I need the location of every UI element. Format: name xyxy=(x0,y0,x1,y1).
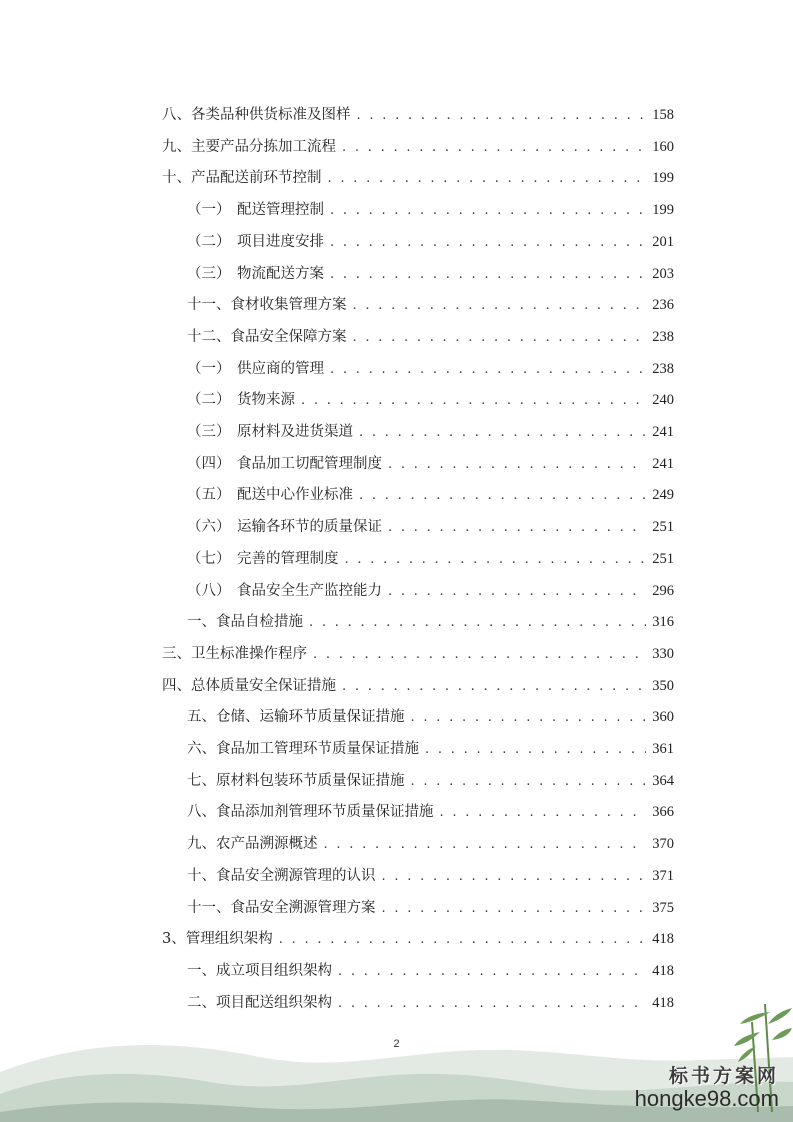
toc-entry[interactable] xyxy=(187,452,674,474)
toc-entry-page: 366 xyxy=(652,804,674,821)
toc-entry-number: （三） xyxy=(187,265,231,282)
toc-entry-label: 3、管理组织架构 xyxy=(162,931,273,948)
toc-entry-label: 完善的管理制度 xyxy=(237,550,339,567)
toc-entry-title xyxy=(187,420,353,441)
toc-entry-number: （五） xyxy=(187,487,231,504)
dot-leader xyxy=(411,774,647,789)
toc-entry-page: 238 xyxy=(652,328,674,345)
toc-entry-label: 供应商的管理 xyxy=(237,360,324,377)
toc-entry[interactable] xyxy=(187,800,674,822)
toc-entry-title xyxy=(162,135,336,156)
toc-entry-title xyxy=(187,357,324,378)
toc-entry[interactable] xyxy=(187,579,674,601)
dot-leader xyxy=(388,584,646,599)
toc-entry[interactable] xyxy=(162,135,674,157)
dot-leader xyxy=(328,171,647,186)
dot-leader xyxy=(342,140,646,155)
toc-entry-page: 203 xyxy=(652,265,674,282)
toc-entry-label: 十、食品安全溯源管理的认识 xyxy=(187,867,376,884)
toc-entry-title xyxy=(187,959,332,980)
toc-entry-title xyxy=(187,388,295,409)
dot-leader xyxy=(301,393,646,408)
toc-entry-page: 238 xyxy=(652,360,674,377)
dot-leader xyxy=(338,964,646,979)
toc-entry-page: 330 xyxy=(652,645,674,662)
toc-entry[interactable] xyxy=(187,864,674,886)
toc-entry-label: 十一、食品安全溯源管理方案 xyxy=(187,899,376,916)
toc-entry[interactable] xyxy=(187,705,674,727)
toc-entry[interactable] xyxy=(187,357,674,379)
dot-leader xyxy=(345,552,647,567)
toc-entry-title xyxy=(162,927,273,948)
toc-entry-label: 九、主要产品分拣加工流程 xyxy=(162,138,336,155)
dot-leader xyxy=(353,298,647,313)
toc-entry-page: 241 xyxy=(652,455,674,472)
watermark xyxy=(635,1061,779,1112)
toc-entry-label: 物流配送方案 xyxy=(237,265,324,282)
toc-entry-page: 241 xyxy=(652,424,674,440)
toc-entry[interactable] xyxy=(187,832,674,854)
toc-entry-number: （三） xyxy=(187,424,231,440)
toc-entry[interactable] xyxy=(162,103,674,125)
toc-entry-page: 375 xyxy=(652,899,674,916)
toc-entry[interactable] xyxy=(187,420,674,442)
toc-entry-number: （一） xyxy=(187,202,231,219)
toc-entry-page: 160 xyxy=(652,138,674,155)
toc-entry-label: 四、总体质量安全保证措施 xyxy=(162,677,336,694)
toc-entry[interactable] xyxy=(187,515,674,537)
toc-entry-page: 296 xyxy=(652,582,674,599)
toc-entry-page: 236 xyxy=(652,297,674,314)
toc-entry-label: 七、原材料包装环节质量保证措施 xyxy=(187,772,405,789)
toc-entry[interactable] xyxy=(162,642,674,664)
dot-leader xyxy=(309,615,646,630)
toc-entry-title xyxy=(187,547,339,568)
toc-entry-title xyxy=(187,452,382,473)
dot-leader xyxy=(353,330,647,345)
toc-entry-label: 三、卫生标准操作程序 xyxy=(162,645,307,662)
toc-entry-page: 201 xyxy=(652,233,674,250)
dot-leader xyxy=(330,362,646,377)
dot-leader xyxy=(359,488,646,503)
toc-entry[interactable] xyxy=(187,547,674,569)
toc-entry-title xyxy=(187,198,324,219)
toc-entry-page: 370 xyxy=(652,836,674,853)
toc-entry-label: 十、产品配送前环节控制 xyxy=(162,170,322,187)
toc-entry-page: 158 xyxy=(652,107,674,123)
toc-entry-page: 240 xyxy=(652,392,674,409)
dot-leader xyxy=(342,679,646,694)
toc-entry-title xyxy=(162,166,322,187)
toc-entry-title xyxy=(187,896,376,917)
dot-leader xyxy=(330,267,646,282)
toc-entry-page: 364 xyxy=(652,772,674,789)
toc-entry[interactable] xyxy=(187,230,674,252)
toc-entry-label: 二、项目配送组织架构 xyxy=(187,994,332,1011)
toc-entry-number: （八） xyxy=(187,582,231,599)
dot-leader xyxy=(382,869,647,884)
toc-entry-title xyxy=(187,230,324,251)
toc-entry-title xyxy=(162,674,336,695)
toc-entry[interactable] xyxy=(187,896,674,918)
toc-entry-title xyxy=(187,832,318,853)
toc-entry-label: 配送管理控制 xyxy=(237,202,324,219)
dot-leader xyxy=(330,203,646,218)
dot-leader xyxy=(440,805,647,820)
toc-entry[interactable] xyxy=(187,325,674,347)
toc-entry-page: 199 xyxy=(652,170,674,187)
dot-leader xyxy=(382,901,647,916)
toc-entry-number: （六） xyxy=(187,519,231,536)
dot-leader xyxy=(388,457,646,472)
toc-entry-page: 350 xyxy=(652,677,674,694)
toc-entry-title xyxy=(187,483,353,504)
toc-entry-title xyxy=(187,515,382,536)
toc-entry-label: 八、各类品种供货标准及图样 xyxy=(162,107,351,123)
dot-leader xyxy=(357,108,647,123)
toc-entry-page: 418 xyxy=(652,994,674,1011)
toc-entry-page: 251 xyxy=(652,519,674,536)
toc-entry[interactable] xyxy=(187,198,674,220)
dot-leader xyxy=(411,710,647,725)
toc-entry[interactable] xyxy=(162,674,674,696)
dot-leader xyxy=(388,520,646,535)
toc-entry[interactable] xyxy=(187,293,674,315)
toc-entry-label: 货物来源 xyxy=(237,392,295,409)
toc-entry-label: 食品加工切配管理制度 xyxy=(237,455,382,472)
toc-entry[interactable] xyxy=(187,769,674,791)
toc-entry-page: 360 xyxy=(652,709,674,726)
toc-entry-page: 361 xyxy=(652,741,674,757)
toc-entry-label: 项目进度安排 xyxy=(237,233,324,250)
toc-entry-label: 配送中心作业标准 xyxy=(237,487,353,504)
toc-entry-title xyxy=(162,642,307,663)
toc-entry-number: （四） xyxy=(187,455,231,472)
dot-leader xyxy=(330,235,646,250)
toc-entry-title xyxy=(187,610,303,631)
toc-entry-title xyxy=(187,293,347,314)
toc-entry-label: 九、农产品溯源概述 xyxy=(187,836,318,853)
dot-leader xyxy=(313,647,646,662)
toc-entry-label: 一、成立项目组织架构 xyxy=(187,962,332,979)
watermark-url: hongke98.com xyxy=(634,1086,779,1111)
toc-entry-title xyxy=(187,800,434,821)
toc-entry[interactable] xyxy=(187,737,674,759)
toc-entry-title xyxy=(187,769,405,790)
toc-entry-title xyxy=(187,737,419,758)
toc-entry-title xyxy=(187,325,347,346)
dot-leader xyxy=(279,932,647,947)
toc-entry-title xyxy=(162,103,351,124)
toc-entry-number: （一） xyxy=(187,360,231,377)
page-number: 2 xyxy=(393,1038,400,1050)
toc-entry-title xyxy=(187,262,324,283)
toc-entry-number: （七） xyxy=(187,550,231,567)
toc-entry[interactable] xyxy=(187,483,674,505)
dot-leader xyxy=(425,742,646,757)
toc-entry-label: 五、仓储、运输环节质量保证措施 xyxy=(187,709,405,726)
toc-entry[interactable] xyxy=(162,927,674,949)
dot-leader xyxy=(324,837,647,852)
toc-entry[interactable] xyxy=(162,166,674,188)
toc-entry-label: 食品安全生产监控能力 xyxy=(237,582,382,599)
toc-entry[interactable] xyxy=(187,262,674,284)
toc-entry-page: 418 xyxy=(652,931,674,948)
toc-entry-page: 251 xyxy=(652,550,674,567)
toc-entry-label: 十二、食品安全保障方案 xyxy=(187,328,347,345)
toc-entry[interactable] xyxy=(187,610,674,632)
toc-entry-page: 371 xyxy=(652,867,674,884)
toc-entry-title xyxy=(187,579,382,600)
toc-entry-label: 十一、食材收集管理方案 xyxy=(187,297,347,314)
watermark-title: 标书方案网 xyxy=(668,1065,779,1087)
toc-entry-title xyxy=(187,705,405,726)
toc-entry-label: 运输各环节的质量保证 xyxy=(237,519,382,536)
toc-entry-label: 一、食品自检措施 xyxy=(187,614,303,631)
toc-entry-number: （二） xyxy=(187,392,231,409)
toc-entry-number: （二） xyxy=(187,233,231,250)
toc-entry-label: 六、食品加工管理环节质量保证措施 xyxy=(187,741,419,757)
toc-entry-page: 199 xyxy=(652,202,674,219)
toc-entry-page: 316 xyxy=(652,614,674,631)
toc-entry-title xyxy=(187,864,376,885)
dot-leader xyxy=(359,425,646,440)
toc-entry-label: 八、食品添加剂管理环节质量保证措施 xyxy=(187,804,434,821)
toc-entry-page: 249 xyxy=(652,487,674,504)
toc-entry[interactable] xyxy=(187,959,674,981)
toc-entry-label: 原材料及进货渠道 xyxy=(237,424,353,440)
toc-entry[interactable] xyxy=(187,388,674,410)
toc-entry-page: 418 xyxy=(652,962,674,979)
